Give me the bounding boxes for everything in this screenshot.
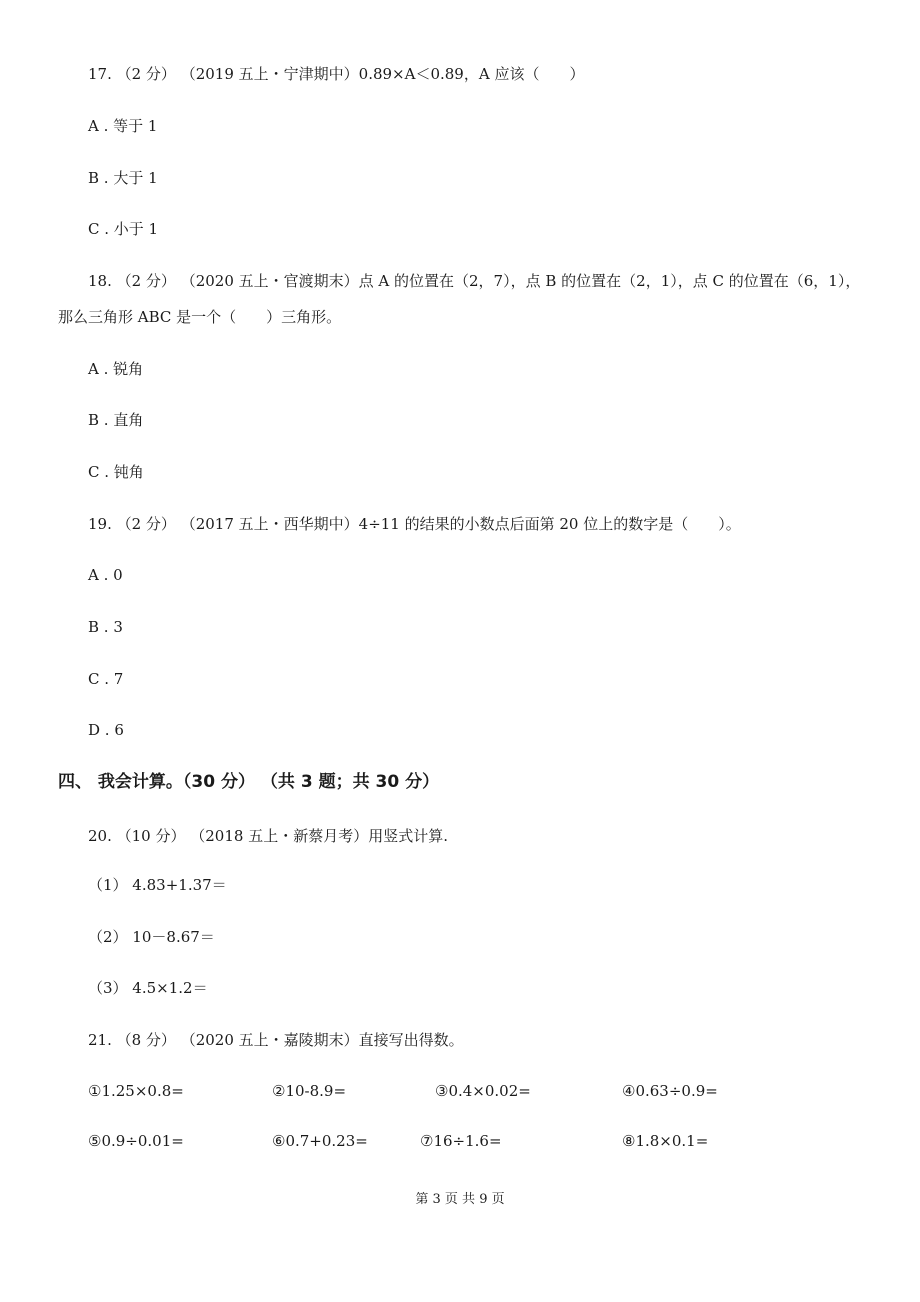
calc-item: ④0.63÷0.9= [622, 1082, 718, 1100]
calc-item: ③0.4×0.02= [435, 1082, 531, 1100]
question-19-option-d: D . 6 [88, 721, 124, 739]
question-19-text: 19. （2 分） （2017 五上・西华期中）4÷11 的结果的小数点后面第 20 位上的数字是（ ）。 [88, 515, 741, 533]
calc-item: ⑦16÷1.6= [420, 1132, 502, 1150]
question-18-text: 18. （2 分） （2020 五上・官渡期末）点 A 的位置在（2，7），点 B 的位置在（2，1），点 C 的位置在（6，1）， [88, 272, 861, 290]
question-21-text: 21. （8 分） （2020 五上・嘉陵期末）直接写出得数。 [88, 1031, 464, 1049]
question-17-text: 17. （2 分） （2019 五上・宁津期中）0.89×A＜0.89，A 应该（ ） [88, 65, 585, 83]
page-footer: 第 3 页 共 9 页 [415, 1192, 505, 1207]
calc-item: ⑧1.8×0.1= [622, 1132, 709, 1150]
calc-item: ⑥0.7+0.23= [272, 1132, 368, 1150]
question-17-option-c: C . 小于 1 [88, 220, 159, 238]
question-20-item-3: （3） 4.5×1.2＝ [88, 979, 208, 997]
question-20-text: 20. （10 分） （2018 五上・新蔡月考）用竖式计算. [88, 827, 448, 845]
question-18-option-a: A . 锐角 [88, 360, 144, 378]
question-18-text-continued: 那么三角形 ABC 是一个（ ）三角形。 [58, 308, 342, 326]
question-18-option-b: B . 直角 [88, 411, 144, 429]
question-17-option-a: A . 等于 1 [88, 117, 158, 135]
calc-item: ②10-8.9= [272, 1082, 347, 1100]
question-19-option-c: C . 7 [88, 670, 124, 688]
calc-item: ⑤0.9÷0.01= [88, 1132, 184, 1150]
calc-item: ①1.25×0.8= [88, 1082, 184, 1100]
question-18-option-c: C . 钝角 [88, 463, 144, 481]
question-20-item-1: （1） 4.83+1.37＝ [88, 876, 227, 894]
question-19-option-a: A . 0 [88, 566, 123, 584]
section-heading: 四、 我会计算。（30 分） （共 3 题；共 30 分） [58, 772, 440, 792]
question-19-option-b: B . 3 [88, 618, 123, 636]
question-20-item-2: （2） 10－8.67＝ [88, 928, 215, 946]
question-17-option-b: B . 大于 1 [88, 169, 158, 187]
